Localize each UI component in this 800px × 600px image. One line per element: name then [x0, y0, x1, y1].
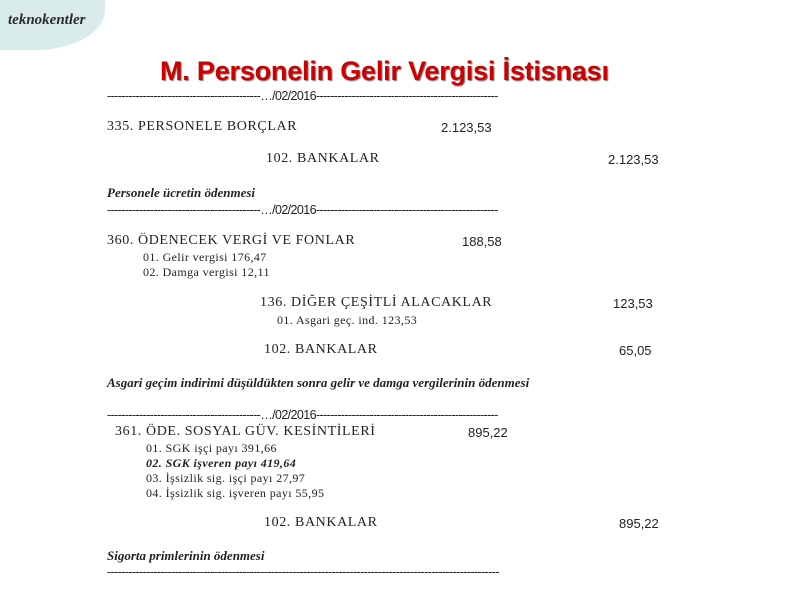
entry1-credit-account: 102. BANKALAR	[266, 151, 380, 166]
date-separator-3: -------------------------------------------…/02/2016---------------------------------------------------	[107, 408, 498, 422]
logo-text: teknokentler	[8, 12, 86, 28]
entry3-sub-unemployment-employer: 04. İşsizlik sig. işveren payı 55,95	[146, 486, 325, 500]
entry1-description: Personele ücretin ödenmesi	[107, 185, 256, 200]
entry3-credit-amount: 895,22	[619, 516, 659, 531]
date-separator-2: -------------------------------------------…/02/2016---------------------------------------------------	[107, 203, 498, 217]
entry2-credit2-amount: 65,05	[619, 343, 652, 358]
entry3-credit-account: 102. BANKALAR	[264, 515, 378, 530]
entry2-sub-income-tax: 01. Gelir vergisi 176,47	[143, 250, 267, 264]
entry2-credit1-amount: 123,53	[613, 296, 653, 311]
entry3-sub-unemployment-worker: 03. İşsizlik sig. işçi payı 27,97	[146, 471, 306, 485]
entry2-credit2-account: 102. BANKALAR	[264, 342, 378, 357]
entry3-sub-sgk-worker: 01. SGK işçi payı 391,66	[146, 441, 277, 455]
entry1-debit-amount: 2.123,53	[441, 120, 492, 135]
entry3-sub-sgk-employer: 02. SGK işveren payı 419,64	[146, 456, 297, 470]
entry3-description: Sigorta primlerinin ödenmesi	[107, 548, 265, 563]
entry2-description: Asgari geçim indirimi düşüldükten sonra gelir ve damga vergilerinin ödenmesi	[107, 375, 530, 390]
page-title: M. Personelin Gelir Vergisi İstisnası	[160, 56, 609, 86]
date-separator-1: -------------------------------------------…/02/2016---------------------------------------------------	[107, 89, 498, 103]
entry2-credit1-account: 136. DİĞER ÇEŞİTLİ ALACAKLAR	[260, 295, 493, 310]
entry2-debit-amount: 188,58	[462, 234, 502, 249]
entry2-credit1-sub: 01. Asgari geç. ind. 123,53	[277, 313, 418, 327]
closing-separator: --------------------------------------------------------------------------------------------------------------	[107, 565, 499, 579]
entry3-debit-account: 361. ÖDE. SOSYAL GÜV. KESİNTİLERİ	[115, 424, 376, 439]
entry1-credit-amount: 2.123,53	[608, 152, 659, 167]
entry2-debit-account: 360. ÖDENECEK VERGİ VE FONLAR	[107, 233, 356, 248]
entry3-debit-amount: 895,22	[468, 425, 508, 440]
entry1-debit-account: 335. PERSONELE BORÇLAR	[107, 119, 298, 134]
entry2-sub-stamp-tax: 02. Damga vergisi 12,11	[143, 265, 270, 279]
